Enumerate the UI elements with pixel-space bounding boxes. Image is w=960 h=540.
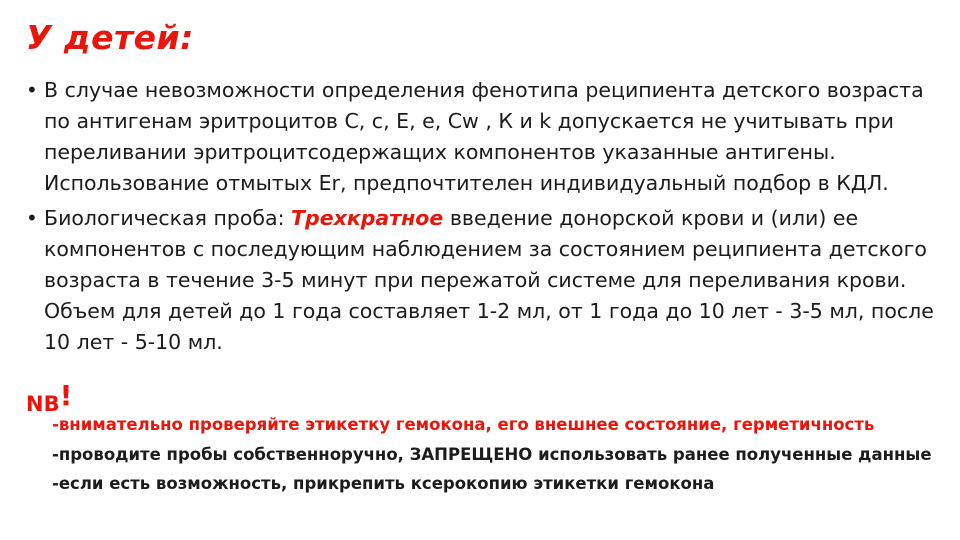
note-attach-copy: -если есть возможность, прикрепить ксерокопию этикетки гемокона bbox=[52, 474, 715, 493]
bullet-item-phenotype bbox=[26, 75, 936, 199]
bullet-text: Биологическая проба: bbox=[44, 206, 292, 230]
note-do-tests: -проводите пробы собственноручно, ЗАПРЕЩЕНО использовать ранее полученные данные bbox=[52, 444, 932, 464]
bullet-text-rest: введение донорской крови и (или) ее компонентов с последующим наблюдением за состоянием реципиента детского возраста в течение 3-5 минут при пережатой системе для переливания крови. Объем для детей до 1 года составляет 1-2 мл, от 1 года до 10 лет - 3-5 мл, после 10 лет - 5-10 мл. bbox=[44, 206, 934, 354]
nb-text: NB bbox=[26, 392, 60, 416]
bullet-emphasis: Трехкратное bbox=[291, 206, 444, 230]
bullet-text: В случае невозможности определения фенотипа реципиента детского возраста по антигенам эритроцитов С, с, Е, е, Сw , К и k допускается не учитывать при переливании эритроцитсодержащих компонентов указанные антигены. Использование отмытых Er, предпочтителен индивидуальный подбор в КДЛ. bbox=[44, 78, 924, 195]
bullet-item-biological-test bbox=[26, 203, 936, 358]
slide-title: У детей: bbox=[26, 18, 194, 57]
bullet-dot-icon: • bbox=[26, 78, 38, 102]
note-check-label: -внимательно проверяйте этикетку гемокона, его внешнее состояние, герметичность bbox=[52, 415, 875, 434]
bullet-dot-icon: • bbox=[26, 206, 38, 230]
exclamation-icon: ! bbox=[59, 379, 73, 412]
nb-notes bbox=[52, 410, 952, 499]
bullet-list bbox=[26, 75, 936, 362]
